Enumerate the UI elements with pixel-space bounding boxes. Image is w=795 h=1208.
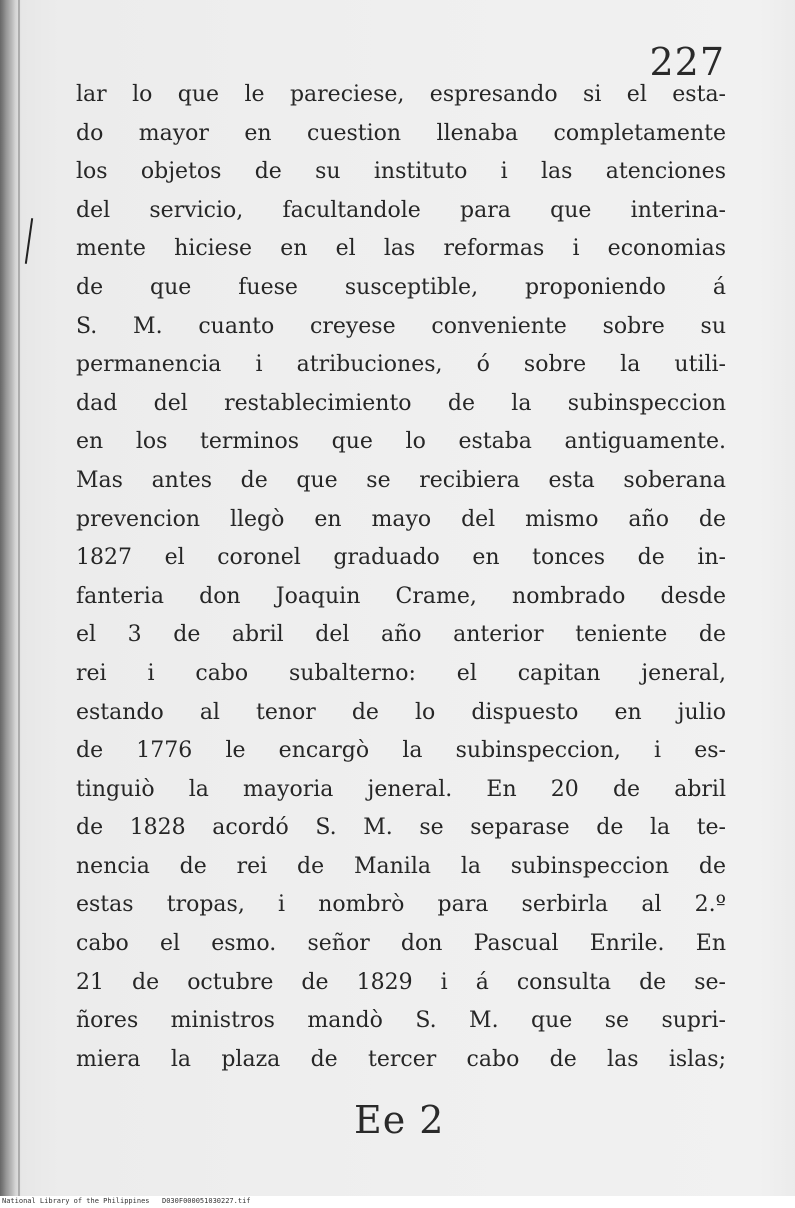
text-line: de 1776 le encargò la subinspeccion, i es-: [76, 738, 726, 764]
page-number: 227: [649, 40, 725, 84]
text-line: tinguiò la mayoria jeneral. En 20 de abril: [76, 776, 726, 802]
text-line: lar lo que le pareciese, espresando si el esta-: [76, 82, 726, 107]
text-line: S. M. cuanto creyese conveniente sobre su: [76, 313, 726, 339]
text-line: el 3 de abril del año anterior teniente de: [76, 622, 726, 648]
body-text: [76, 76, 726, 1079]
page-edge-line: [18, 0, 20, 1196]
signature-mark: Ee 2: [354, 1098, 445, 1142]
text-line: fanteria don Joaquin Crame, nombrado desde: [76, 583, 726, 609]
text-line: Mas antes de que se recibiera esta soberana: [76, 467, 726, 493]
text-line: de 1828 acordó S. M. se separase de la te-: [76, 815, 726, 841]
scan-footer: [0, 1196, 795, 1208]
text-line: miera la plaza de tercer cabo de las islas;: [76, 1046, 726, 1072]
text-line: dad del restablecimiento de la subinspeccion: [76, 390, 726, 416]
text-line: permanencia i atribuciones, ó sobre la utili-: [76, 352, 726, 378]
text-line: del servicio, facultandole para que interina-: [76, 197, 726, 223]
text-line: prevencion llegò en mayo del mismo año de: [76, 506, 726, 532]
text-line: estando al tenor de lo dispuesto en julio: [76, 699, 726, 725]
text-line: mente hiciese en el las reformas i economias: [76, 236, 726, 262]
text-line: cabo el esmo. señor don Pascual Enrile. En: [76, 931, 726, 957]
footer-library: National Library of the Philippines: [2, 1197, 150, 1205]
footer-file: D030F000051030227.tif: [162, 1197, 251, 1205]
text-line: rei i cabo subalterno: el capitan jeneral,: [76, 660, 726, 686]
text-line: 21 de octubre de 1829 i á consulta de se-: [76, 969, 726, 995]
text-line: los objetos de su instituto i las atenciones: [76, 159, 726, 185]
text-line: ñores ministros mandò S. M. que se supri-: [76, 1008, 726, 1034]
text-line: do mayor en cuestion llenaba completamente: [76, 120, 726, 146]
text-line: estas tropas, i nombrò para serbirla al 2.º: [76, 892, 726, 918]
text-line: en los terminos que lo estaba antiguamente.: [76, 429, 726, 455]
text-line: nencia de rei de Manila la subinspeccion de: [76, 853, 726, 879]
text-line: 1827 el coronel graduado en tonces de in-: [76, 545, 726, 571]
margin-pencil-mark: [25, 218, 33, 264]
text-line: de que fuese susceptible, proponiendo á: [76, 274, 726, 300]
